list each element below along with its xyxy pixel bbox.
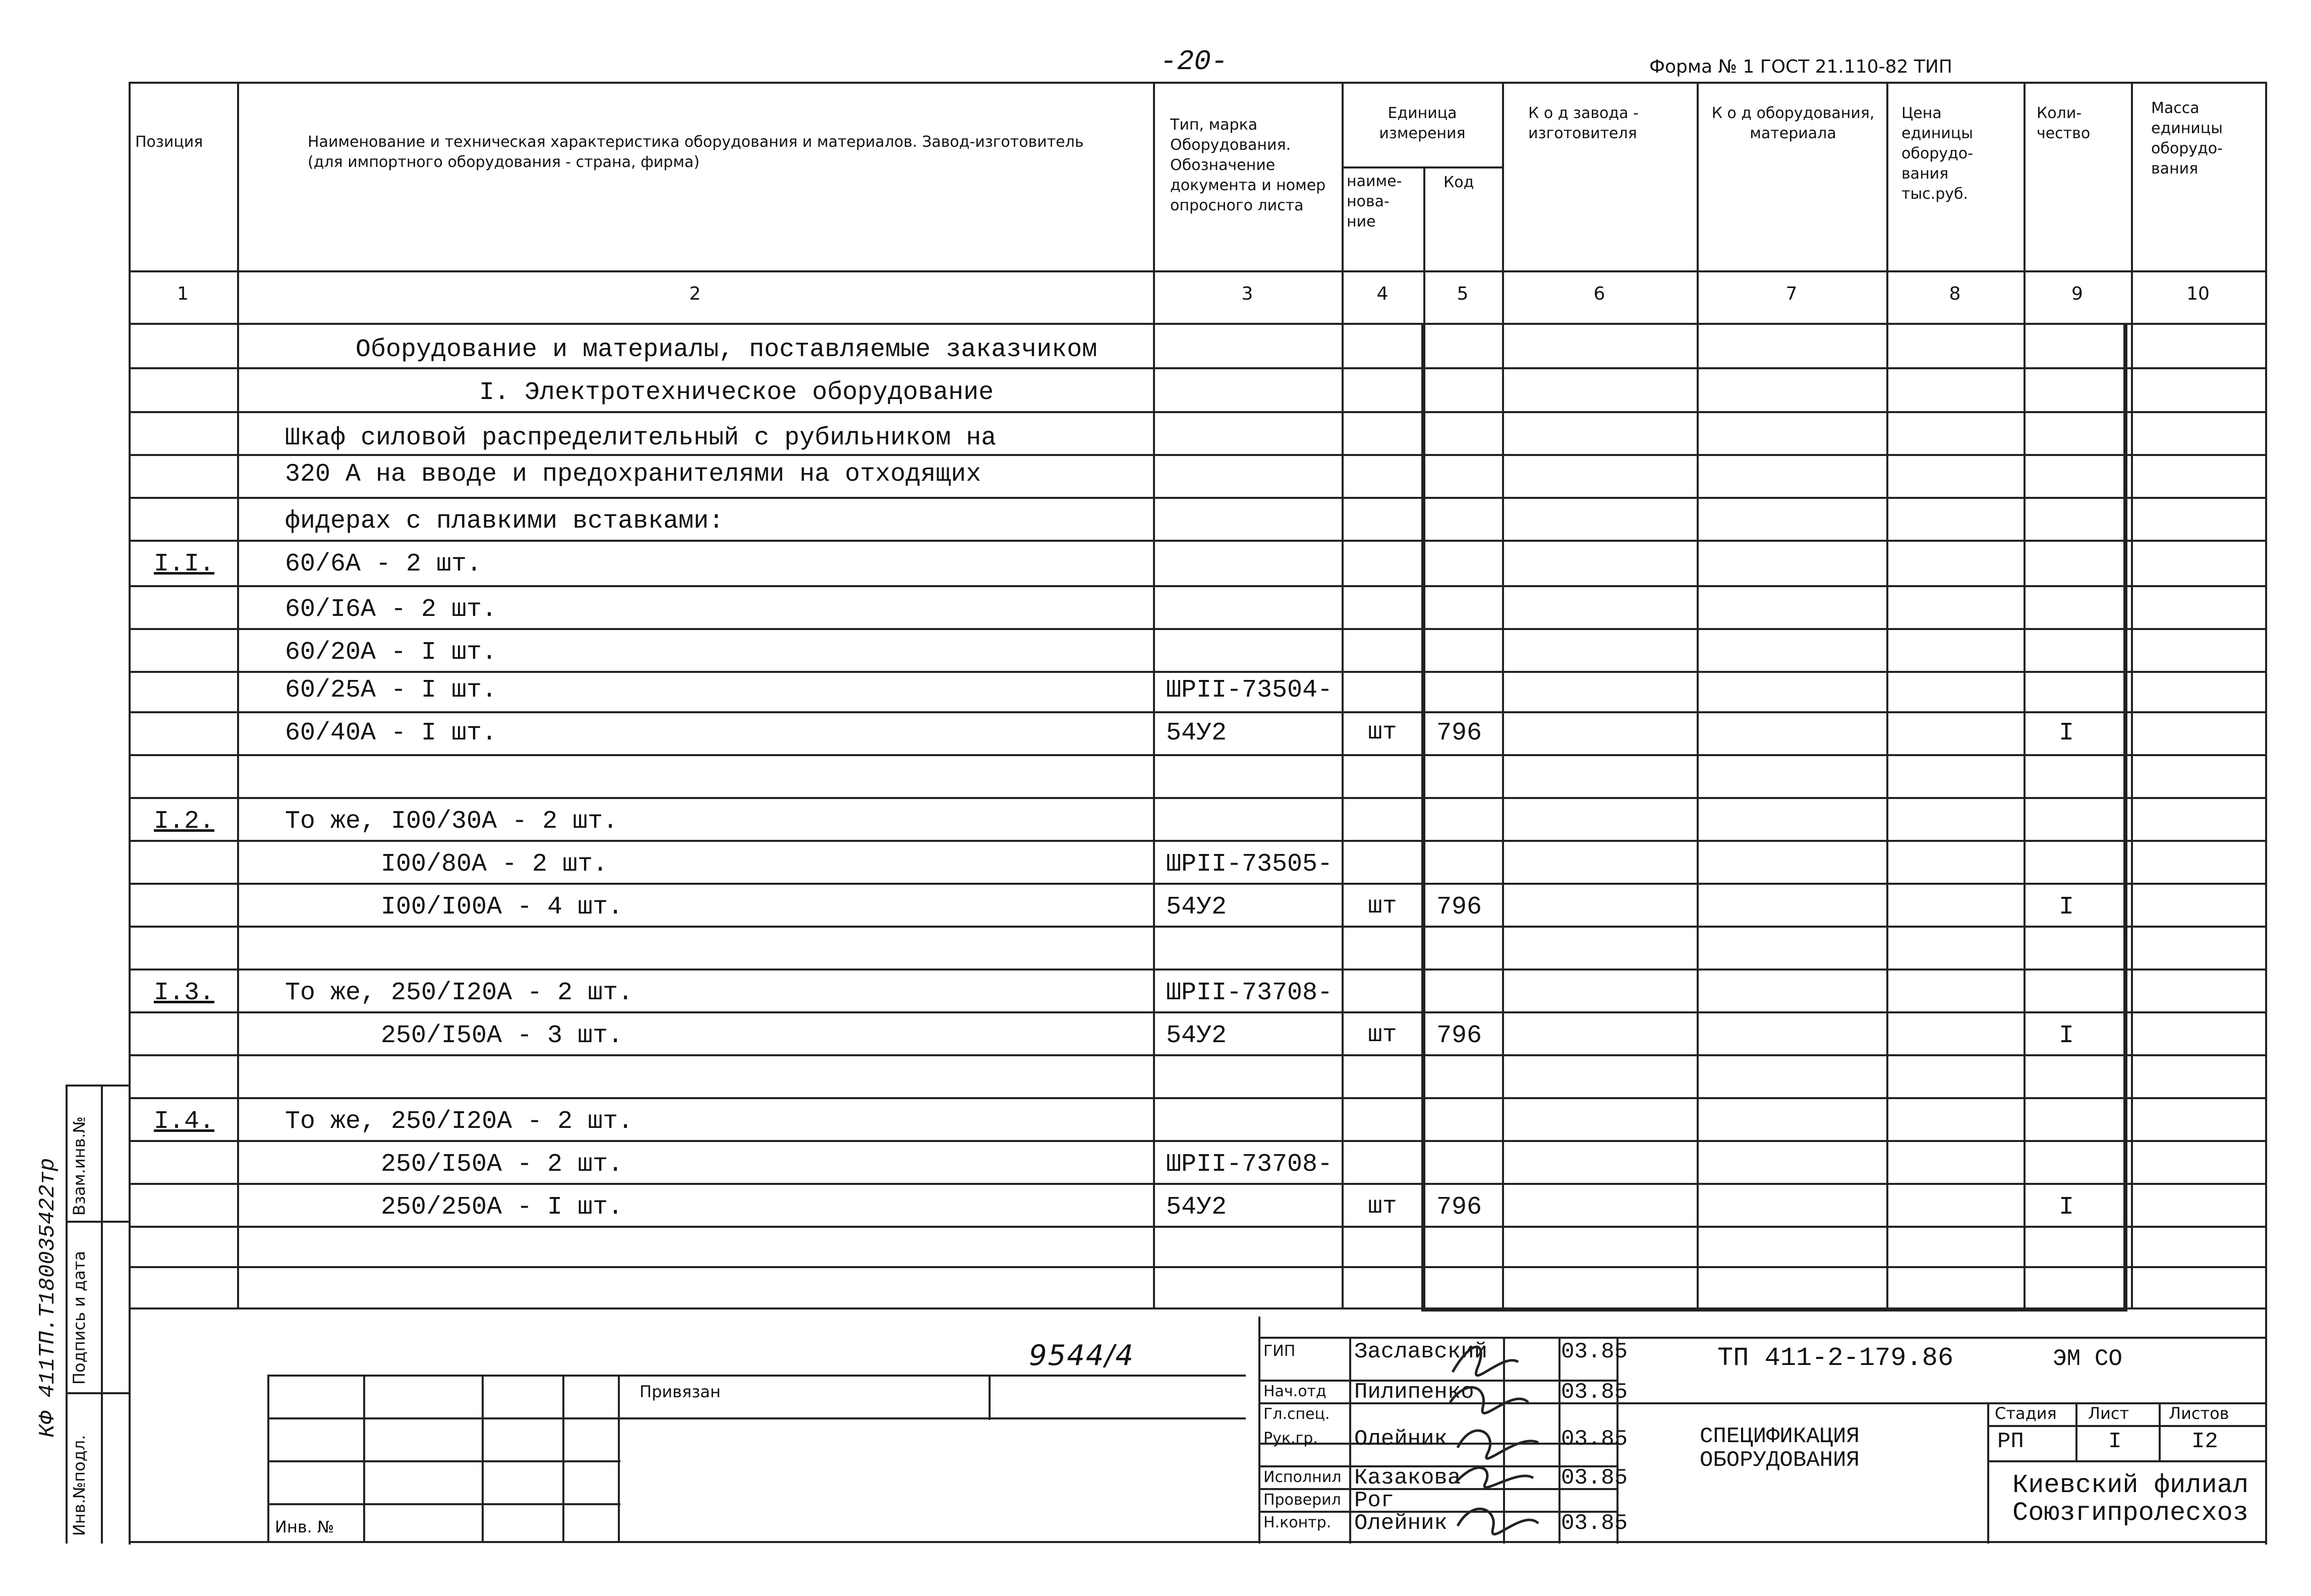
col-number-5: 5 (1457, 283, 1469, 304)
doc-title-1: СПЕЦИФИКАЦИЯ (1700, 1424, 1860, 1449)
row-name: Шкаф силовой распределительный с рубильником на (285, 424, 997, 452)
vzam-label: Взам.инв.№ (70, 1116, 89, 1216)
col-number-6: 6 (1593, 283, 1605, 304)
role-label: Нач.отд (1263, 1383, 1326, 1400)
signer-name: Пилипенко (1354, 1380, 1474, 1405)
role-label: ГИП (1263, 1342, 1296, 1360)
row-name: I00/I00А - 4 шт. (381, 893, 623, 922)
row-quantity: I (2059, 1021, 2074, 1050)
row-name: Оборудование и материалы, поставляемые заказчиком (356, 335, 1097, 364)
row-name: 60/40А - I шт. (285, 719, 497, 748)
sheets-label: Листов (2169, 1404, 2229, 1423)
stage-value: РП (1997, 1429, 2024, 1454)
row-name: фидерах с плавкими вставками: (285, 507, 724, 536)
col-number-2: 2 (689, 283, 701, 304)
doc-title-2: ОБОРУДОВАНИЯ (1700, 1448, 1860, 1473)
row-position: I.4. (154, 1107, 215, 1136)
sign-date: 03.85 (1561, 1380, 1628, 1405)
form-label: Форма № 1 ГОСТ 21.110-82 ТИП (1649, 56, 1952, 77)
row-quantity: I (2059, 719, 2074, 748)
sign-date: 03.85 (1561, 1339, 1628, 1364)
row-unit: шт (1368, 1193, 1397, 1220)
role-label: Гл.спец. (1263, 1405, 1330, 1423)
page-number: -20- (1160, 45, 1228, 78)
row-name: I. Электротехническое оборудование (479, 378, 994, 407)
row-name: 60/25А - I шт. (285, 676, 497, 705)
row-type: ШРII-73504- (1166, 676, 1333, 705)
sheet-code: ЭМ СО (2053, 1346, 2123, 1372)
header-mass: Масса единицы оборудо- вания (2151, 99, 2223, 178)
header-maker-code: К о д завода - изготовителя (1528, 104, 1639, 142)
signer-name: Олейник (1354, 1427, 1448, 1452)
col-number-10: 10 (2186, 283, 2210, 304)
header-price: Цена единицы оборудо- вания тыс.руб. (1901, 104, 1973, 203)
row-name: 320 А на вводе и предохранителями на отходящих (285, 460, 981, 489)
row-name: То же, 250/I20А - 2 шт. (285, 1107, 633, 1136)
row-name: 250/I50А - 2 шт. (381, 1150, 623, 1179)
role-label: Рук.гр. (1263, 1430, 1318, 1447)
side-code: КФ 411ТП.Т180035422тр (35, 1158, 61, 1438)
role-label: Проверил (1263, 1491, 1341, 1509)
row-type: ШРII-73708- (1166, 1150, 1333, 1179)
inv-podl-label: Инв.№подл. (70, 1435, 89, 1536)
col-number-4: 4 (1376, 283, 1389, 304)
sheet-label: Лист (2088, 1404, 2129, 1423)
col-number-7: 7 (1785, 283, 1798, 304)
handwritten-number: 9544/4 (1029, 1339, 1135, 1372)
row-type: 54У2 (1166, 893, 1227, 922)
row-name: 250/250А - I шт. (381, 1193, 623, 1222)
signer-name: Казакова (1354, 1465, 1461, 1491)
row-unit: шт (1368, 719, 1397, 746)
row-type: ШРII-73708- (1166, 979, 1333, 1007)
header-name: Наименование и техническая характеристика оборудования и материалов. Завод-изготовитель (для импортного оборудования - страна, фирма) (308, 133, 1084, 171)
row-type: 54У2 (1166, 1193, 1227, 1222)
header-quantity: Коли- чество (2037, 104, 2091, 142)
row-name: То же, 250/I20А - 2 шт. (285, 979, 633, 1007)
row-position: I.2. (154, 807, 215, 836)
row-unit-code: 796 (1436, 719, 1482, 748)
role-label: Исполнил (1263, 1468, 1342, 1486)
sign-date: 03.85 (1561, 1465, 1628, 1491)
signatures (1442, 1332, 1553, 1544)
sheet-value: I (2108, 1429, 2122, 1454)
row-unit: шт (1368, 893, 1397, 920)
podpis-label: Подпись и дата (70, 1250, 89, 1385)
row-position: I.3. (154, 979, 215, 1007)
col-number-9: 9 (2071, 283, 2083, 304)
row-unit-code: 796 (1436, 893, 1482, 922)
signer-name: Рог (1354, 1488, 1395, 1513)
org-line-2: Союзгипролесхоз (2012, 1498, 2249, 1528)
header-type: Тип, марка Оборудования. Обозначение документа и номер опросного листа (1170, 116, 1326, 214)
sheets-value: I2 (2191, 1429, 2218, 1454)
header-position: Позиция (135, 133, 203, 151)
org-line-1: Киевский филиал (2012, 1470, 2249, 1500)
header-unit-name: наиме- нова- ние (1347, 173, 1402, 231)
row-type: 54У2 (1166, 1021, 1227, 1050)
row-name: 60/6А - 2 шт. (285, 550, 482, 579)
row-name: 60/20А - I шт. (285, 638, 497, 667)
inv-no-label: Инв. № (275, 1517, 334, 1536)
role-label: Н.контр. (1263, 1514, 1332, 1531)
row-type: 54У2 (1166, 719, 1227, 748)
sign-date: 03.85 (1561, 1427, 1628, 1452)
col-number-3: 3 (1241, 283, 1253, 304)
header-equipment-code: К о д оборудования, материала (1711, 104, 1875, 142)
row-unit-code: 796 (1436, 1021, 1482, 1050)
signer-name: Олейник (1354, 1511, 1448, 1536)
row-name: То же, I00/30А - 2 шт. (285, 807, 618, 836)
privyazan-label: Привязан (640, 1382, 721, 1401)
header-unit: Единица измерения (1379, 104, 1466, 142)
signer-name: Заславский (1354, 1339, 1488, 1364)
row-name: 250/I50А - 3 шт. (381, 1021, 623, 1050)
row-name: I00/80А - 2 шт. (381, 850, 608, 879)
row-quantity: I (2059, 1193, 2074, 1222)
header-unit-code: Код (1443, 174, 1474, 191)
doc-code: ТП 411-2-179.86 (1717, 1343, 1954, 1373)
stage-label: Стадия (1995, 1404, 2057, 1423)
row-unit-code: 796 (1436, 1193, 1482, 1222)
col-number-1: 1 (177, 283, 189, 304)
row-name: 60/I6А - 2 шт. (285, 595, 497, 624)
row-quantity: I (2059, 893, 2074, 922)
row-position: I.I. (154, 550, 215, 579)
sign-date: 03.85 (1561, 1511, 1628, 1536)
col-number-8: 8 (1949, 283, 1961, 304)
row-unit: шт (1368, 1021, 1397, 1049)
row-type: ШРII-73505- (1166, 850, 1333, 879)
